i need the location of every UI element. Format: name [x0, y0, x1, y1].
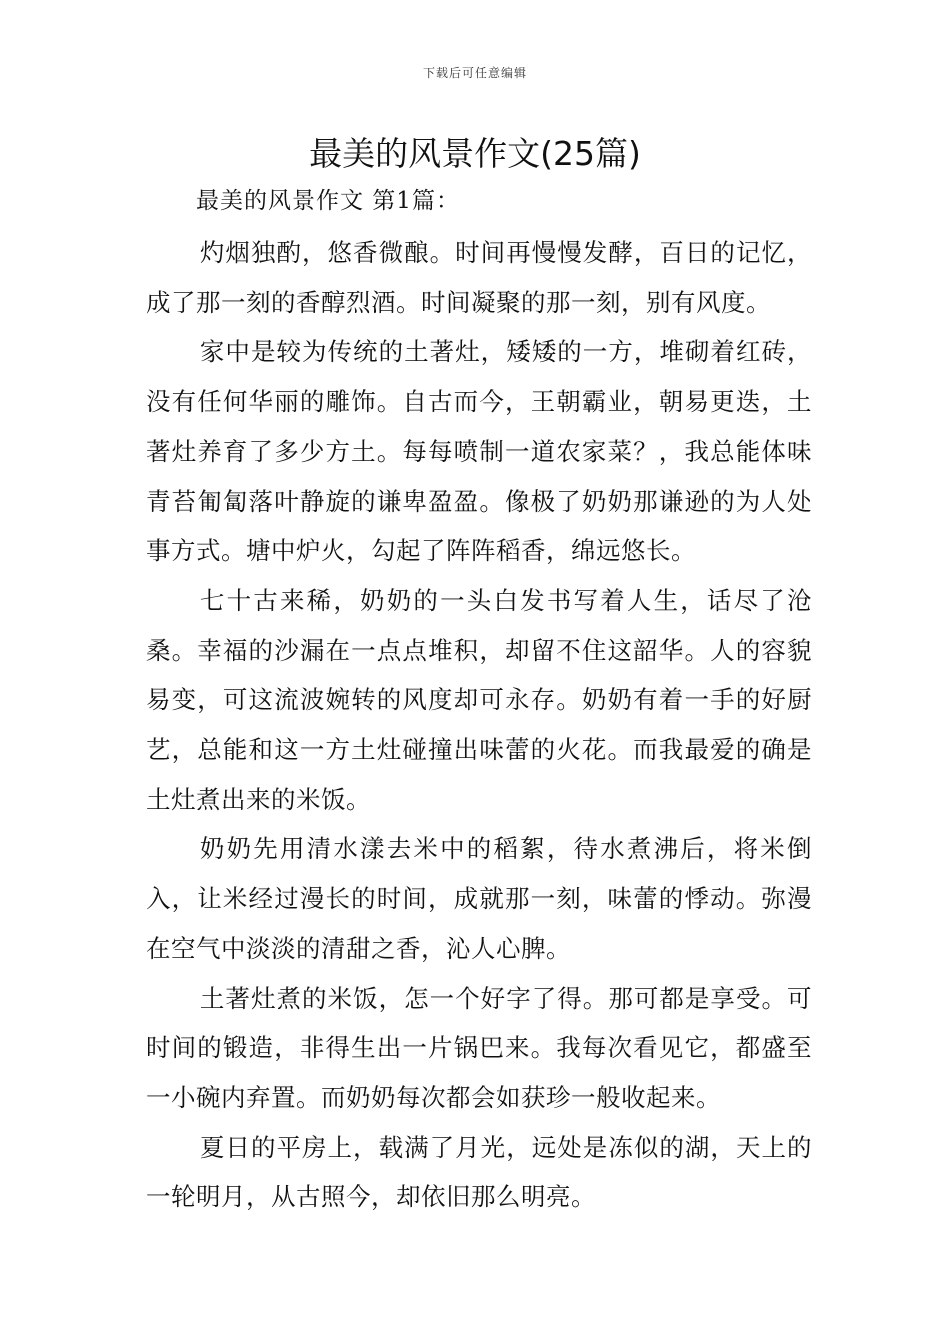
- paragraph: 奶奶先用清水漾去米中的稻絮，待水煮沸后，将米倒入，让米经过漫长的时间，成就那一刻，味蕾的悸动。弥漫在空气中淡淡的清甜之香，沁人心脾。: [146, 834, 812, 963]
- section-subtitle: 最美的风景作文 第1篇：: [196, 188, 460, 214]
- paragraph: 土著灶煮的米饭，怎一个好字了得。那可都是享受。可时间的锻造，非得生出一片锅巴来。我每次看见它，都盛至一小碗内弃置。而奶奶每次都会如获珍一般收起来。: [146, 983, 812, 1112]
- article-body: [146, 228, 812, 1222]
- document-title: 最美的风景作文(25篇): [309, 134, 641, 173]
- paragraph: 灼烟独酌，悠香微酿。时间再慢慢发酵，百日的记忆，成了那一刻的香醇烈酒。时间凝聚的那一刻，别有风度。: [146, 238, 812, 317]
- paragraph: 夏日的平房上，载满了月光，远处是冻似的湖，天上的一轮明月，从古照今，却依旧那么明亮。: [146, 1132, 812, 1212]
- paragraph: 家中是较为传统的土著灶，矮矮的一方，堆砌着红砖，没有任何华丽的雕饰。自古而今，王朝霸业，朝易更迭，土著灶养育了多少方土。每每喷制一道农家菜？，我总能体味青苔匍匐落叶静旋的谦卑盈盈。像极了奶奶那谦逊的为人处事方式。塘中炉火，勾起了阵阵稻香，绵远悠长。: [146, 337, 812, 566]
- header-note: 下载后可任意编辑: [422, 66, 527, 80]
- paragraph: 七十古来稀，奶奶的一头白发书写着人生，话尽了沧桑。幸福的沙漏在一点点堆积，却留不住这韶华。人的容貌易变，可这流波婉转的风度却可永存。奶奶有着一手的好厨艺，总能和这一方土灶碰撞出味蕾的火花。而我最爱的确是土灶煮出来的米饭。: [146, 585, 812, 814]
